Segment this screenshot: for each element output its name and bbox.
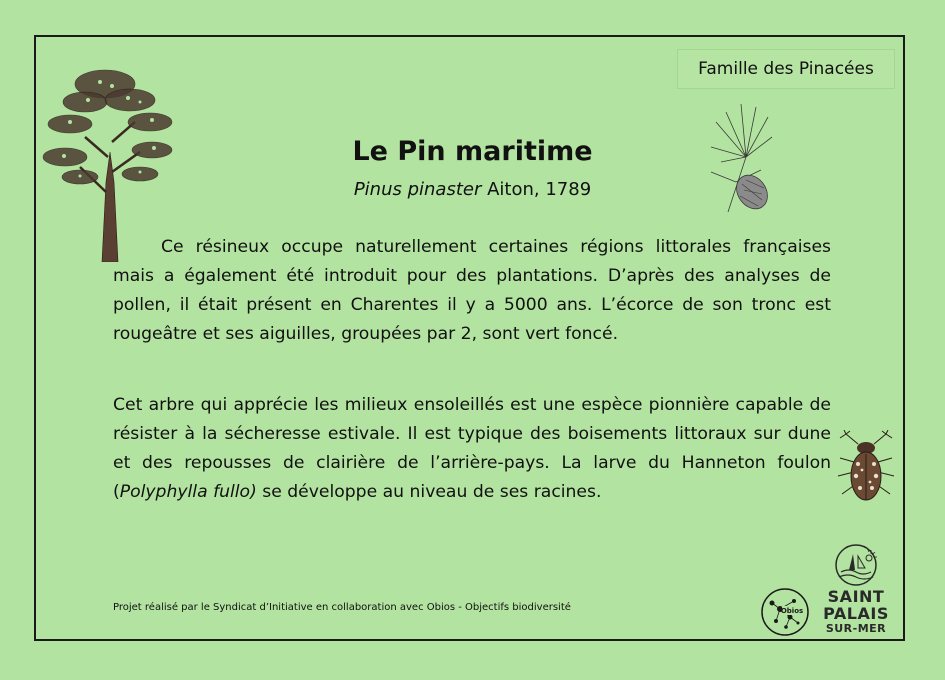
- footer-credits: Projet réalisé par le Syndicat d’Initiative en collaboration avec Obios - Objectifs biodiversité: [113, 602, 571, 613]
- pine-cone-icon: [706, 102, 776, 214]
- description-paragraph-1: Ce résineux occupe naturellement certaines régions littorales françaises mais a également été introduit pour des plantations. D’après des analyses de pollen, il était présent en Charentes il y a 5000 ans. L’écorce de son tronc est rougeâtre et ses aiguilles, groupées par 2, sont vert foncé.: [113, 237, 831, 344]
- town-name-line-2: PALAIS: [823, 604, 889, 623]
- beetle-icon: [836, 430, 896, 505]
- family-badge: Famille des Pinacées: [678, 50, 894, 88]
- beetle-species: Polyphylla fullo): [119, 482, 257, 502]
- obios-label: Obios: [780, 607, 804, 615]
- description-paragraph-2: [113, 391, 831, 507]
- town-name-line-1: SAINT: [827, 587, 885, 606]
- obios-logo: [760, 587, 810, 637]
- page-title: Le Pin maritime: [352, 136, 593, 167]
- paragraph-2-before: Cet arbre qui apprécie les milieux ensoleillés est une espèce pionnière capable de résister à la sécheresse estivale. Il est typique des boisements littoraux sur dune et des repousses de clairière de l’arrière-pays. La larve du Hanneton foulon (: [113, 395, 831, 502]
- pine-tree-icon: [40, 62, 180, 262]
- town-logo: [822, 542, 890, 635]
- scientific-name: [300, 179, 645, 200]
- paragraph-2-after: se développe au niveau de ses racines.: [256, 482, 602, 502]
- author-year: Aiton, 1789: [481, 179, 592, 200]
- latin-name: Pinus pinaster: [353, 179, 482, 200]
- town-name-line-3: SUR-MER: [825, 622, 887, 635]
- town-emblem-icon: [831, 542, 881, 588]
